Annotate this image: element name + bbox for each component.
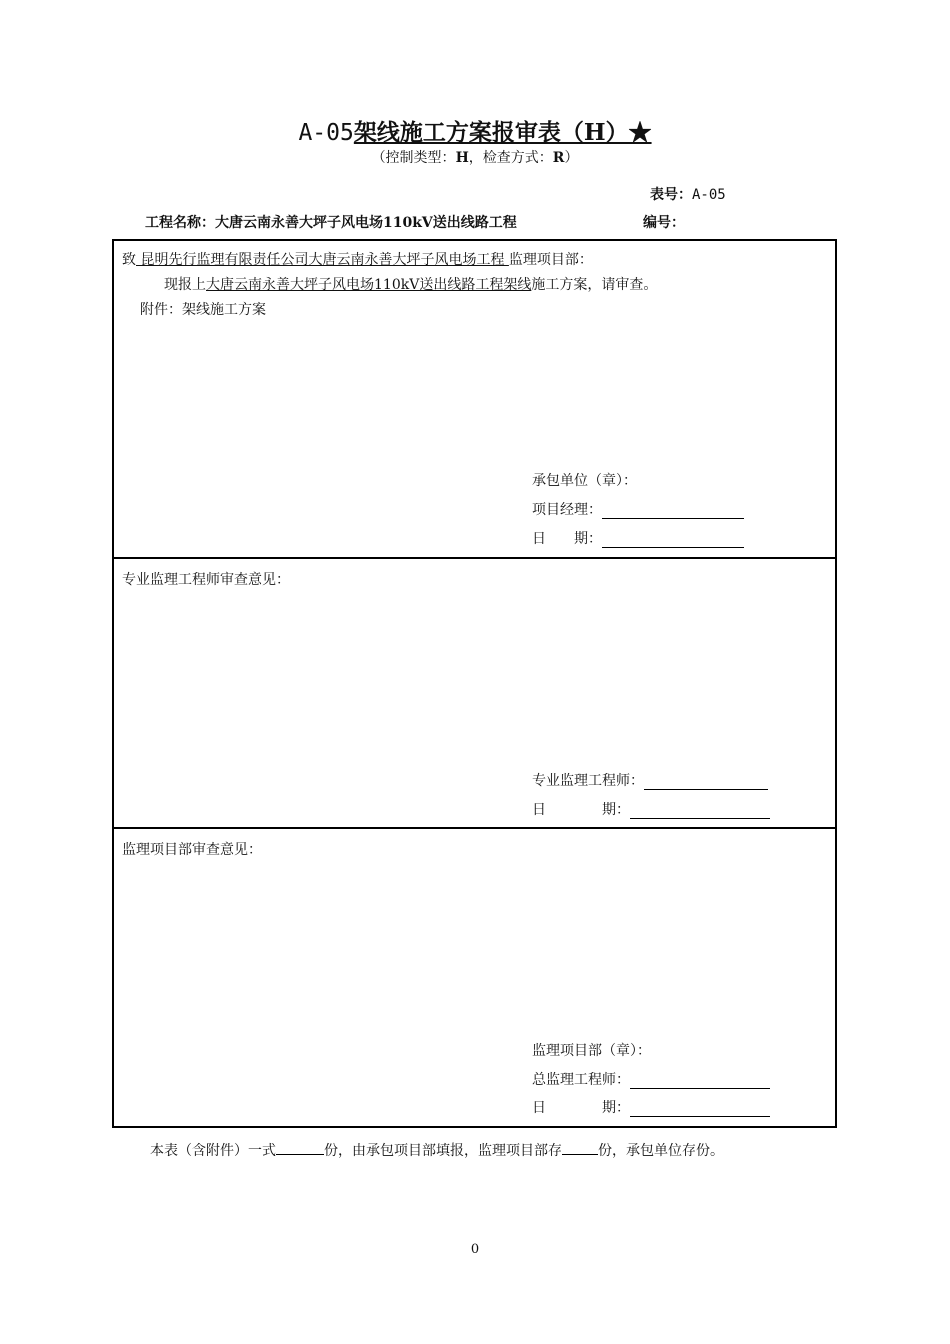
chief-engineer-row xyxy=(532,1069,770,1089)
department-date-label: 日 期： xyxy=(532,1100,630,1116)
contractor-date-row xyxy=(532,528,744,548)
form-number-label: 表号： xyxy=(650,187,692,203)
form-code: A-05 xyxy=(298,120,354,146)
copies-supervisor-field[interactable] xyxy=(562,1140,598,1155)
submission-section xyxy=(112,239,837,559)
check-method: R xyxy=(552,150,565,166)
submission-body xyxy=(164,274,657,294)
department-review-section xyxy=(112,827,837,1128)
body-suffix: 施工方案，请审查。 xyxy=(531,277,658,293)
subtitle-prefix: （控制类型： xyxy=(371,150,456,166)
form-subtitle xyxy=(0,147,950,167)
supervisor-company[interactable]: 昆明先行监理有限责任公司大唐云南永善大坪子风电场工程 xyxy=(136,252,509,268)
project-manager-row xyxy=(532,499,744,519)
contractor-date-label: 日 期： xyxy=(532,531,602,547)
engineer-field[interactable] xyxy=(644,775,768,790)
project-name-row xyxy=(145,212,517,232)
subtitle-suffix: ） xyxy=(564,150,579,166)
project-label: 工程名称： xyxy=(145,215,215,231)
addressee-suffix: 监理项目部： xyxy=(508,252,593,268)
form-title xyxy=(0,114,950,147)
engineer-row xyxy=(532,770,768,790)
addressee-line xyxy=(122,249,593,269)
engineer-date-row xyxy=(532,799,770,819)
body-project[interactable]: 大唐云南永善大坪子风电场110kV送出线路工程架线 xyxy=(206,277,532,293)
engineer-date-label: 日 期： xyxy=(532,802,630,818)
contractor-seal-label: 承包单位（章）： xyxy=(532,473,637,489)
engineer-review-heading: 专业监理工程师审查意见： xyxy=(122,572,290,588)
note-part2: 份，由承包项目部填报，监理项目部存 xyxy=(324,1143,562,1159)
department-review-heading: 监理项目部审查意见： xyxy=(122,842,262,858)
distribution-note xyxy=(118,1137,838,1165)
attachment-line: 附件：架线施工方案 xyxy=(140,302,266,318)
project-name: 大唐云南永善大坪子风电场110kV送出线路工程 xyxy=(215,215,517,231)
note-part1: 本表（含附件）一式 xyxy=(150,1143,276,1159)
engineer-review-section xyxy=(112,557,837,829)
note-part3: 份，承包单位存份。 xyxy=(598,1143,724,1159)
chief-engineer-field[interactable] xyxy=(630,1074,770,1089)
chief-engineer-label: 总监理工程师： xyxy=(532,1072,630,1088)
control-type: H xyxy=(455,150,469,166)
addressee-prefix: 致 xyxy=(122,252,136,268)
project-manager-field[interactable] xyxy=(602,504,744,519)
page-number: 0 xyxy=(470,1242,480,1257)
subtitle-mid: ，检查方式： xyxy=(468,150,553,166)
body-prefix: 现报上 xyxy=(164,277,206,293)
contractor-date-field[interactable] xyxy=(602,533,744,548)
department-date-row xyxy=(532,1097,770,1117)
engineer-label: 专业监理工程师： xyxy=(532,773,644,789)
copies-total-field[interactable] xyxy=(276,1140,324,1155)
project-manager-label: 项目经理： xyxy=(532,502,602,518)
department-date-field[interactable] xyxy=(630,1102,770,1117)
serial-number: 编号： xyxy=(643,215,685,231)
form-name: 架线施工方案报审表（H）★ xyxy=(353,119,652,146)
form-number xyxy=(650,184,726,204)
form-number-value: A-05 xyxy=(692,187,726,203)
department-seal-label: 监理项目部（章）： xyxy=(532,1043,651,1059)
engineer-date-field[interactable] xyxy=(630,804,770,819)
